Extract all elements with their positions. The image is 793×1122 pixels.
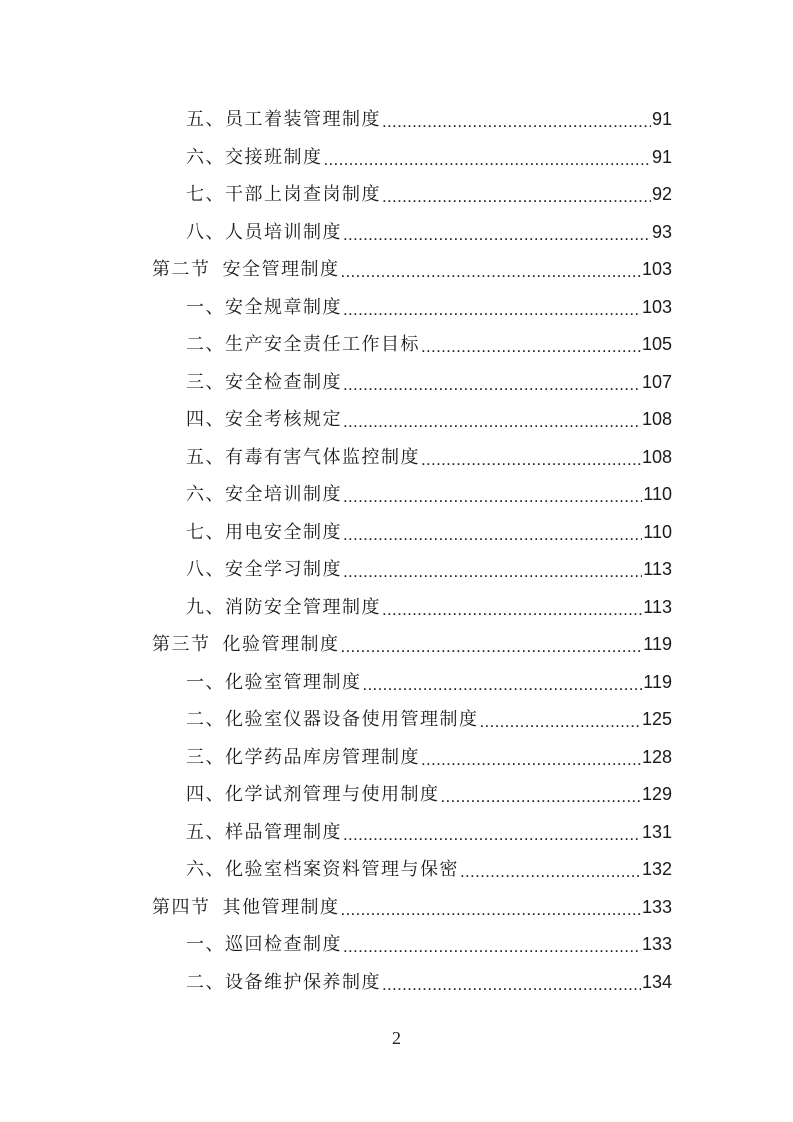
toc-entry-title: 三、安全检查制度 xyxy=(186,371,342,393)
toc-entry-title: 一、巡回检查制度 xyxy=(186,934,342,955)
toc-entry-title: 二、设备维护保养制度 xyxy=(186,971,381,993)
toc-page-number: 91 xyxy=(651,146,672,167)
toc-entry-title: 三、化学药品库房管理制度 xyxy=(186,746,420,768)
toc-page-number: 108 xyxy=(641,446,672,467)
toc-entry[interactable] xyxy=(186,139,672,176)
toc-page-number: 129 xyxy=(641,784,672,804)
dot-leader xyxy=(343,553,642,590)
toc-section-entry[interactable] xyxy=(152,626,672,663)
dot-leader xyxy=(480,703,641,740)
toc-page-number: 133 xyxy=(641,896,672,917)
dot-leader xyxy=(341,253,641,290)
dot-leader xyxy=(343,516,642,553)
toc-entry[interactable] xyxy=(186,289,672,326)
toc-page-number: 110 xyxy=(643,484,672,504)
toc-page-number: 133 xyxy=(641,934,672,954)
toc-entry[interactable] xyxy=(186,326,672,363)
dot-leader xyxy=(421,328,641,365)
toc-entry[interactable] xyxy=(186,401,672,438)
toc-entry-title: 六、安全培训制度 xyxy=(186,484,342,505)
toc-entry-title: 五、样品管理制度 xyxy=(186,821,342,843)
toc-page-number: 92 xyxy=(651,184,672,204)
toc-entry-title: 六、交接班制度 xyxy=(186,146,323,168)
dot-leader xyxy=(460,853,641,890)
toc-entry[interactable] xyxy=(186,551,672,588)
toc-section-number: 第四节 xyxy=(152,896,211,918)
toc-entry[interactable] xyxy=(186,476,672,513)
toc-page-number: 93 xyxy=(651,221,672,242)
dot-leader xyxy=(343,478,642,515)
toc-page-number: 103 xyxy=(641,259,672,279)
toc-entry[interactable] xyxy=(186,364,672,401)
dot-leader xyxy=(343,928,641,965)
dot-leader xyxy=(421,441,641,478)
toc-entry[interactable] xyxy=(186,514,672,551)
toc-entry[interactable] xyxy=(186,926,672,963)
toc-page-number: 131 xyxy=(641,821,672,842)
toc-entry-title: 一、安全规章制度 xyxy=(186,296,342,318)
dot-leader xyxy=(363,666,643,703)
toc-page-number: 103 xyxy=(641,296,672,317)
dot-leader xyxy=(343,403,641,440)
toc-entry[interactable] xyxy=(186,101,672,138)
toc-section-number: 第二节 xyxy=(152,259,211,280)
toc-page-number: 108 xyxy=(641,409,672,429)
toc-entry[interactable] xyxy=(186,439,672,476)
toc-entry-title: 九、消防安全管理制度 xyxy=(186,596,381,618)
toc-entry[interactable] xyxy=(186,176,672,213)
dot-leader xyxy=(343,216,651,253)
toc-section-number: 第三节 xyxy=(152,634,211,655)
toc-entry-title: 四、化学试剂管理与使用制度 xyxy=(186,784,440,805)
toc-entry-title: 八、人员培训制度 xyxy=(186,221,342,243)
toc-entry-title: 七、用电安全制度 xyxy=(186,521,342,543)
toc-entry[interactable] xyxy=(186,701,672,738)
toc-entry[interactable] xyxy=(186,664,672,701)
toc-entry-title: 七、干部上岗查岗制度 xyxy=(186,184,381,205)
toc-page-number: 113 xyxy=(643,559,672,579)
toc-page-number: 132 xyxy=(641,859,672,879)
toc-entry-title: 化验管理制度 xyxy=(222,634,340,655)
toc-entry[interactable] xyxy=(186,589,672,626)
toc-entry-title: 四、安全考核规定 xyxy=(186,409,342,430)
toc-section-entry[interactable] xyxy=(152,889,672,926)
toc-entry[interactable] xyxy=(186,739,672,776)
toc-entry-title: 一、化验室管理制度 xyxy=(186,671,362,693)
dot-leader xyxy=(382,178,651,215)
dot-leader xyxy=(324,141,651,178)
dot-leader xyxy=(382,103,651,140)
toc-entry-title: 六、化验室档案资料管理与保密 xyxy=(186,859,459,880)
toc-page-number: 125 xyxy=(641,709,672,729)
dot-leader xyxy=(341,628,643,665)
dot-leader xyxy=(441,778,641,815)
dot-leader xyxy=(421,741,641,778)
toc-entry[interactable] xyxy=(186,814,672,851)
toc-page-number: 119 xyxy=(643,634,672,654)
toc-entry-title: 二、化验室仪器设备使用管理制度 xyxy=(186,709,479,730)
dot-leader xyxy=(343,291,641,328)
toc-entry[interactable] xyxy=(186,851,672,888)
toc-entry-title: 安全管理制度 xyxy=(222,259,340,280)
toc-page-number: 110 xyxy=(643,521,672,542)
toc-section-entry[interactable] xyxy=(152,251,672,288)
toc-page-number: 128 xyxy=(641,746,672,767)
dot-leader xyxy=(382,966,641,1003)
toc-entry-title: 二、生产安全责任工作目标 xyxy=(186,334,420,355)
dot-leader xyxy=(343,816,641,853)
toc-page-number: 113 xyxy=(643,596,672,617)
page-number: 2 xyxy=(392,1028,401,1048)
dot-leader xyxy=(382,591,642,628)
toc-entry[interactable] xyxy=(186,964,672,1001)
toc-page-number: 119 xyxy=(643,671,672,692)
toc-entry-title: 其他管理制度 xyxy=(222,896,340,918)
dot-leader xyxy=(341,891,641,928)
toc-entry-title: 八、安全学习制度 xyxy=(186,559,342,580)
toc-entry-title: 五、员工着装管理制度 xyxy=(186,109,381,130)
toc-page-number: 107 xyxy=(641,371,672,392)
toc-entry[interactable] xyxy=(186,776,672,813)
toc-entry-title: 五、有毒有害气体监控制度 xyxy=(186,446,420,468)
toc-entry[interactable] xyxy=(186,214,672,251)
toc-page-number: 134 xyxy=(641,971,672,992)
dot-leader xyxy=(343,366,641,403)
toc-page-number: 91 xyxy=(651,109,672,129)
toc-page-number: 105 xyxy=(641,334,672,354)
